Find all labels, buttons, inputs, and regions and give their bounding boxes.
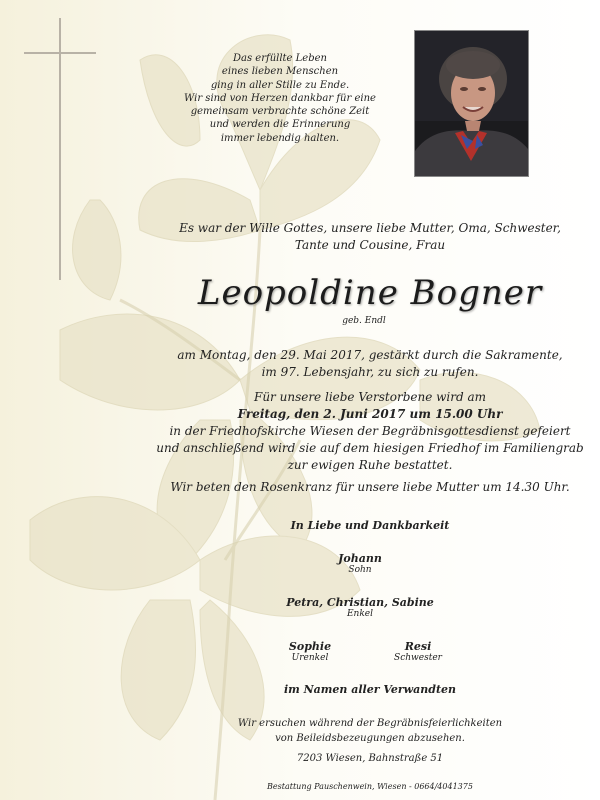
poem-line: immer lebendig halten. — [220, 132, 340, 144]
memorial-poem — [180, 52, 380, 145]
deceased-name: Leopoldine Bogner — [197, 273, 543, 313]
mourner-name: Petra, Christian, Sabine — [286, 596, 434, 609]
poem-line: ging in aller Stille zu Ende. — [210, 79, 350, 91]
mourner-great-grandchild — [260, 640, 360, 663]
intro-line: Tante und Cousine, Frau — [294, 238, 446, 252]
mourner-name: Sophie — [288, 640, 332, 653]
mourner-relation: Enkel — [346, 609, 374, 619]
poem-line: Das erfüllte Leben — [233, 53, 327, 64]
mourner-name: Resi — [404, 640, 432, 653]
family-line: im Namen aller Verwandten — [283, 683, 457, 696]
mourner-sister — [368, 640, 468, 663]
rosary-notice: Wir beten den Rosenkranz für unsere liebe Mutter um 14.30 Uhr. — [170, 480, 570, 494]
intro-line: Es war der Wille Gottes, unsere liebe Mutter, Oma, Schwester, — [179, 221, 561, 235]
service-detail-line: und anschließend wird sie auf dem hiesigen Friedhof im Familiengrab — [156, 441, 584, 455]
poem-line: und werden die Erinnerung — [209, 119, 351, 131]
mourner-relation: Sohn — [348, 565, 372, 575]
undertaker-info: Bestattung Pauschenwein, Wiesen - 0664/4041375 — [267, 782, 473, 791]
poem-line: gemeinsam verbrachte schöne Zeit — [190, 106, 370, 118]
closing-phrase: In Liebe und Dankbarkeit — [290, 519, 450, 532]
poem-line: Wir sind von Herzen dankbar für eine — [184, 92, 376, 104]
service-intro: Für unsere liebe Verstorbene wird am — [254, 390, 486, 404]
death-line: im 97. Lebensjahr, zu sich zu rufen. — [261, 365, 479, 379]
condolence-request — [150, 716, 590, 746]
mourner-relation: Schwester — [394, 653, 442, 663]
address: 7203 Wiesen, Bahnstraße 51 — [296, 753, 444, 764]
cross-icon-horizontal — [24, 52, 96, 54]
poem-line: eines lieben Menschen — [221, 66, 339, 78]
mourner-relation: Urenkel — [291, 653, 329, 663]
portrait-photo — [414, 30, 529, 177]
mourner-grandchildren — [270, 596, 450, 619]
mourner-son — [300, 552, 420, 575]
service-detail-line: in der Friedhofskirche Wiesen der Begräbnisgottesdienst gefeiert — [169, 424, 571, 438]
request-line: Wir ersuchen während der Begräbnisfeierlichkeiten — [237, 718, 503, 729]
cross-icon-vertical — [59, 18, 61, 280]
service-detail-line: zur ewigen Ruhe bestattet. — [287, 458, 453, 472]
request-line: von Beileidsbezeugungen abzusehen. — [275, 733, 465, 744]
mourner-name: Johann — [338, 552, 382, 565]
maiden-name: geb. Endl — [342, 316, 386, 326]
death-announcement — [150, 347, 590, 381]
death-line: am Montag, den 29. Mai 2017, gestärkt durch die Sakramente, — [177, 348, 563, 362]
funeral-service-info — [150, 389, 590, 474]
service-date: Freitag, den 2. Juni 2017 um 15.00 Uhr — [237, 407, 503, 421]
intro-text — [150, 220, 590, 254]
